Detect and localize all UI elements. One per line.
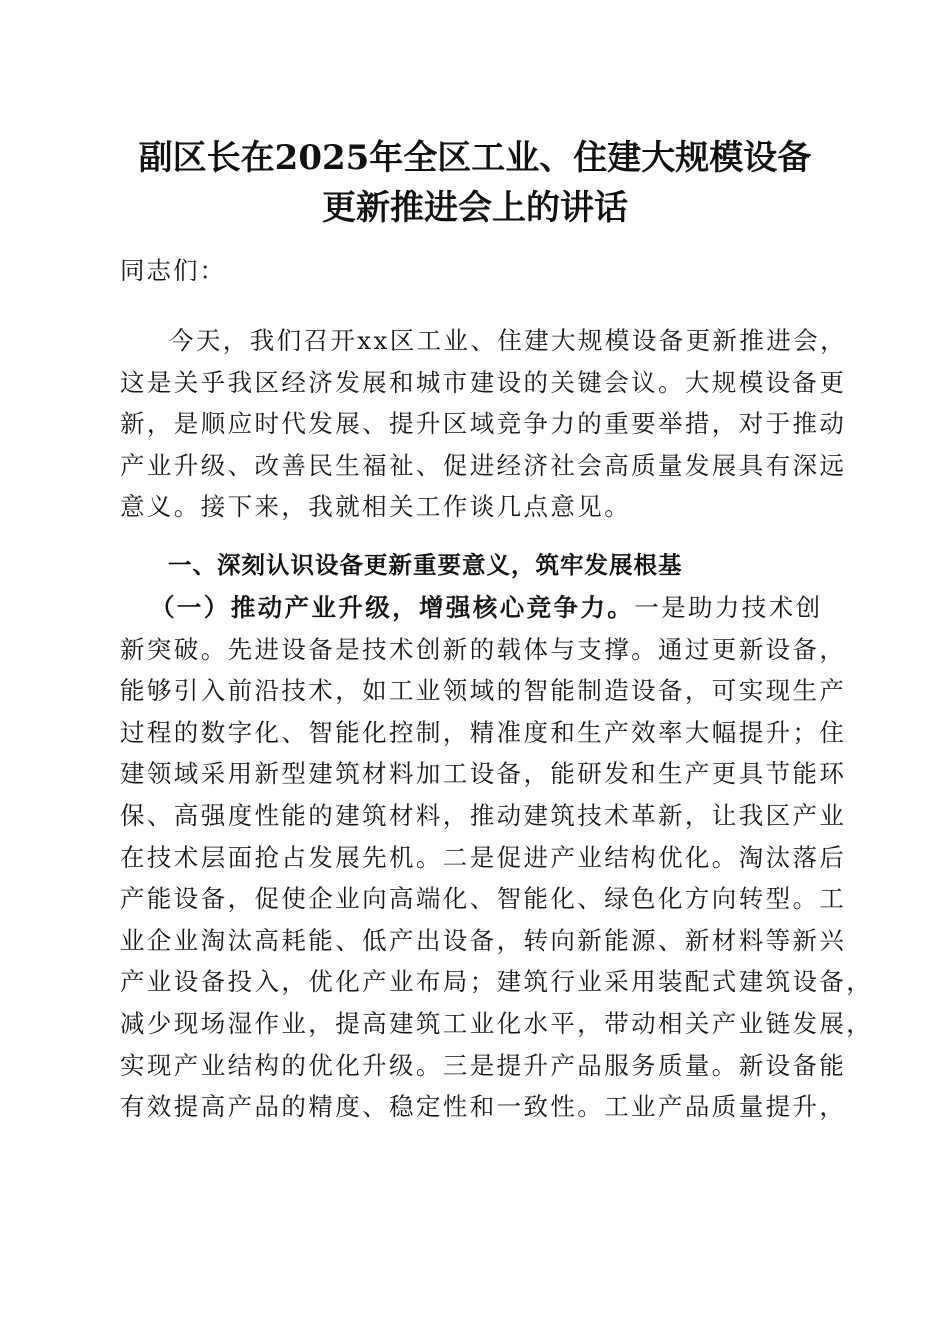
section-1-heading: 一、深刻认识设备更新重要意义，筑牢发展根基 [168,551,683,579]
paragraph-2-line: 减少现场湿作业，提高建筑工业化水平，带动相关产业链发展， [120,1008,874,1038]
paragraph-2-line: 保、高强度性能的建筑材料，推动建筑技术革新，让我区产业 [120,800,847,830]
salutation: 同志们： [120,256,226,285]
paragraph-2-line: 实现产业结构的优化升级。三是提升产品服务质量。新设备能 [120,1050,847,1080]
paragraph-2-line: 能够引入前沿技术，如工业领域的智能制造设备，可实现生产 [120,676,847,706]
paragraph-1-line: 今天，我们召开xx区工业、住建大规模设备更新推进会， [169,326,848,355]
paragraph-2-first-line-text: 一是助力技术创 [634,593,823,622]
subsection-1-heading: （一）推动产业升级，增强核心竞争力。 [150,593,635,622]
paragraph-2 [120,587,874,1128]
paragraph-1-line: 产业升级、改善民生福祉、促进经济社会高质量发展具有深远 [120,450,847,480]
paragraph-2-line: 新突破。先进设备是技术创新的载体与支撑。通过更新设备， [120,634,847,664]
paragraph-1-line: 新，是顺应时代发展、提升区域竞争力的重要举措，对于推动 [120,409,847,439]
document-title-line-1: 副区长在2025年全区工业、住建大规模设备 [138,138,812,178]
paragraph-2-first-line [120,587,840,629]
paragraph-2-line: 在技术层面抢占发展先机。二是促进产业结构优化。淘汰落后 [120,842,847,872]
paragraph-2-line: 产能设备，促使企业向高端化、智能化、绿色化方向转型。工 [120,884,847,914]
paragraph-2-line: 建领域采用新型建筑材料加工设备，能研发和生产更具节能环 [120,759,847,789]
paragraph-1-line: 这是关乎我区经济发展和城市建设的关键会议。大规模设备更 [120,367,847,397]
paragraph-2-line: 有效提高产品的精度、稳定性和一致性。工业产品质量提升， [120,1092,847,1122]
paragraph-2-line: 产业设备投入，优化产业布局；建筑行业采用装配式建筑设备， [120,967,874,997]
paragraph-2-line: 业企业淘汰高耗能、低产出设备，转向新能源、新材料等新兴 [120,925,847,955]
paragraph-2-line: 过程的数字化、智能化控制，精准度和生产效率大幅提升；住 [120,717,847,747]
paragraph-1 [120,320,848,528]
paragraph-1-line: 意义。接下来，我就相关工作谈几点意见。 [120,492,632,522]
document-title-line-2: 更新推进会上的讲话 [322,188,628,228]
